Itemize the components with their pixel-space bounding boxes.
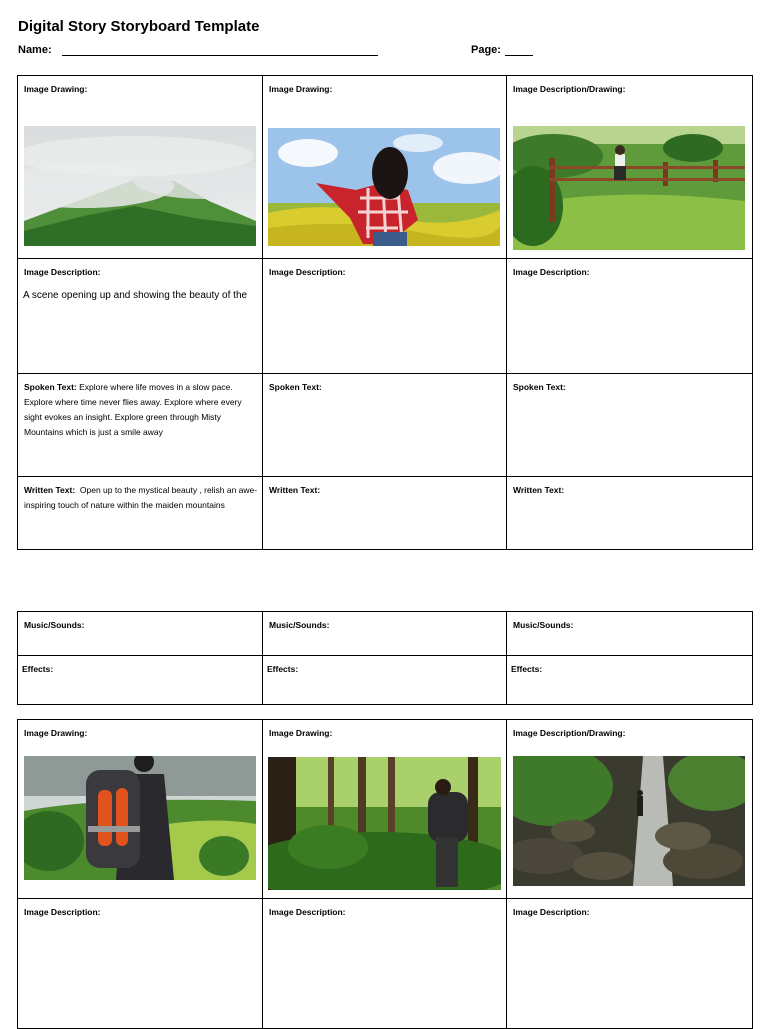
spoken-text-cell-3[interactable]	[507, 374, 753, 477]
music-sounds-label: Music/Sounds:	[24, 620, 85, 630]
image-description-label: Image Description:	[24, 907, 101, 917]
description-cell-2[interactable]	[263, 259, 507, 374]
written-text-label: Written Text:	[24, 485, 76, 495]
panel1-written-text: Open up to the mystical beauty , relish an awe-inspiring touch of nature within the maiden mountains	[24, 485, 258, 510]
image-drawing-label: Image Drawing:	[24, 728, 88, 738]
image-description-label: Image Description:	[24, 267, 101, 277]
effects-cell-1[interactable]	[18, 656, 263, 705]
music-cell-1[interactable]	[18, 612, 263, 656]
panel1-spoken[interactable]	[24, 380, 258, 440]
image-description-label: Image Description:	[269, 267, 346, 277]
image-cell-2	[263, 76, 507, 259]
image-desc-drawing-label: Image Description/Drawing:	[513, 84, 626, 94]
hiker-backpack-meadow-photo	[24, 756, 256, 880]
spoken-text-label: Spoken Text:	[24, 382, 77, 392]
written-text-label: Written Text:	[269, 485, 321, 495]
effects-label: Effects:	[511, 664, 543, 674]
description-cell-3[interactable]	[507, 259, 753, 374]
music-sounds-label: Music/Sounds:	[269, 620, 330, 630]
music-sounds-label: Music/Sounds:	[513, 620, 574, 630]
effects-cell-2[interactable]	[263, 656, 507, 705]
image-cell-6	[507, 720, 753, 899]
image-drawing-label: Image Drawing:	[24, 84, 88, 94]
music-cell-3[interactable]	[507, 612, 753, 656]
image-desc-drawing-label: Image Description/Drawing:	[513, 728, 626, 738]
image-drawing-label: Image Drawing:	[269, 84, 333, 94]
panel1-written[interactable]	[24, 483, 258, 513]
name-field-line[interactable]	[62, 55, 378, 56]
image-cell-5	[263, 720, 507, 899]
image-description-label: Image Description:	[513, 907, 590, 917]
spoken-text-label: Spoken Text:	[513, 382, 566, 392]
page-label: Page:	[471, 44, 501, 56]
description-cell-5[interactable]	[263, 899, 507, 1029]
music-effects-table	[17, 611, 753, 705]
hiker-in-forest-photo	[268, 757, 501, 890]
music-cell-2[interactable]	[263, 612, 507, 656]
misty-mountain-photo	[24, 126, 256, 246]
page-title: Digital Story Storyboard Template	[18, 18, 260, 35]
waterfall-rocks-photo	[513, 756, 745, 886]
description-cell-4[interactable]	[18, 899, 263, 1029]
panel1-description[interactable]: A scene opening up and showing the beauty of the	[23, 290, 248, 301]
written-text-cell-1[interactable]	[18, 477, 263, 550]
image-cell-1	[18, 76, 263, 259]
spoken-text-cell-2[interactable]	[263, 374, 507, 477]
description-cell-1[interactable]	[18, 259, 263, 374]
name-label: Name:	[18, 44, 52, 56]
written-text-cell-2[interactable]	[263, 477, 507, 550]
effects-label: Effects:	[22, 664, 54, 674]
written-text-label: Written Text:	[513, 485, 565, 495]
effects-label: Effects:	[267, 664, 299, 674]
panel1-spoken-text: Explore where life moves in a slow pace. Explore where time never flies away. Explore where every sight evokes an insight. Explore green through Misty Mountains which is just a smile away	[24, 382, 242, 437]
storyboard-table-2	[17, 719, 753, 1029]
image-description-label: Image Description:	[269, 907, 346, 917]
written-text-cell-3[interactable]	[507, 477, 753, 550]
image-cell-3	[507, 76, 753, 259]
spoken-text-cell-1[interactable]	[18, 374, 263, 477]
image-description-label: Image Description:	[513, 267, 590, 277]
woman-in-flower-field-photo	[268, 128, 500, 246]
description-cell-6[interactable]	[507, 899, 753, 1029]
man-by-wooden-fence-photo	[513, 126, 745, 250]
effects-cell-3[interactable]	[507, 656, 753, 705]
spoken-text-label: Spoken Text:	[269, 382, 322, 392]
image-drawing-label: Image Drawing:	[269, 728, 333, 738]
image-cell-4	[18, 720, 263, 899]
page-field-line[interactable]	[505, 55, 533, 56]
storyboard-table-1	[17, 75, 753, 550]
